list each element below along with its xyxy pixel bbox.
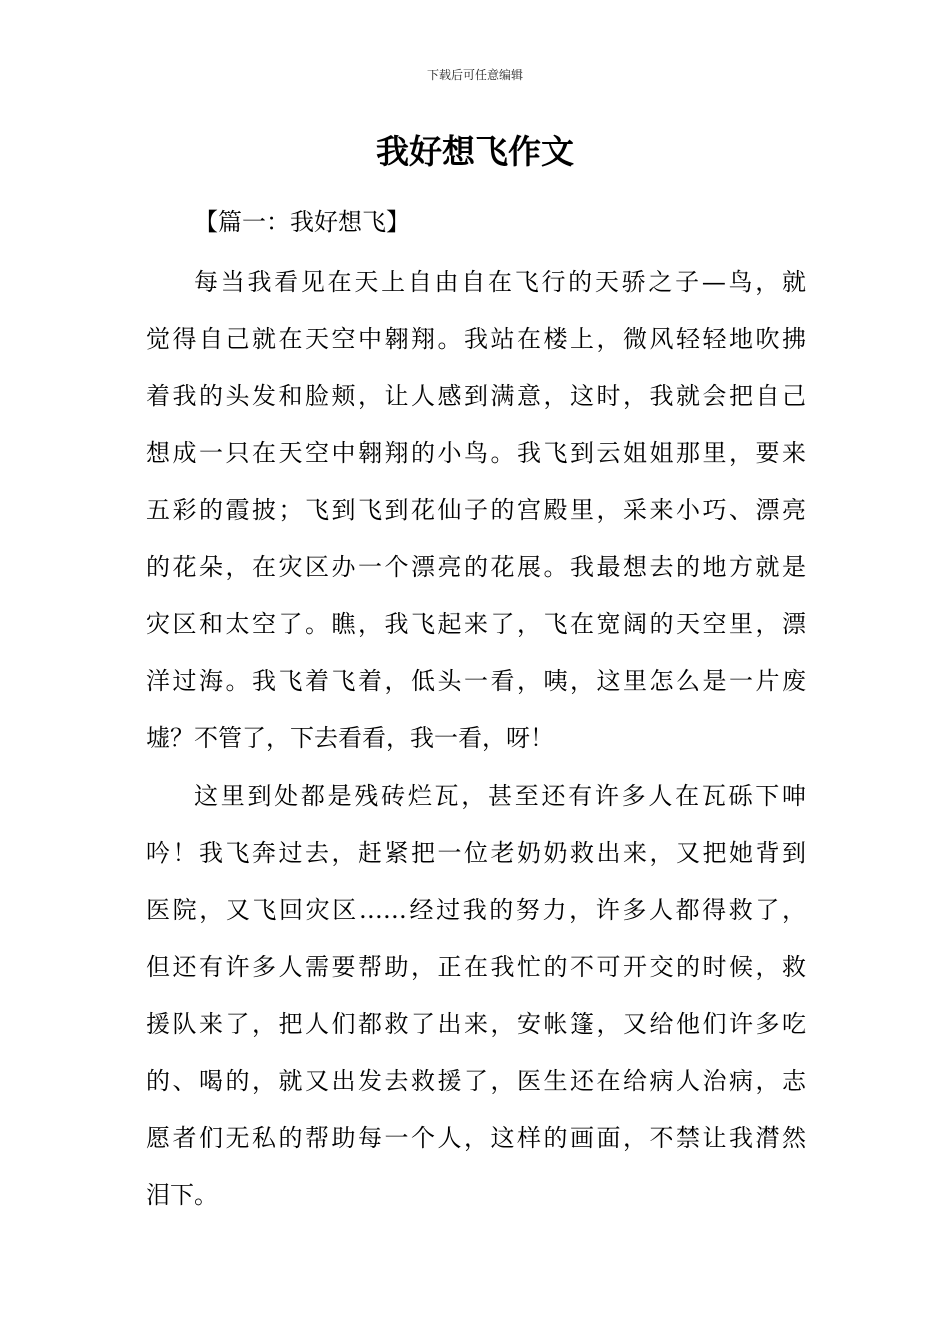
paragraph-line: 灾区和太空了。瞧，我飞起来了，飞在宽阔的天空里，漂 — [146, 610, 806, 638]
section-heading: 【篇一：我好想飞】 — [194, 208, 410, 236]
paragraph-line: 援队来了，把人们都救了出来，安帐篷，又给他们许多吃 — [146, 1010, 806, 1038]
paragraph-line: 着我的头发和脸颊，让人感到满意，这时，我就会把自己 — [146, 382, 806, 410]
paragraph-2 — [146, 768, 806, 1224]
paragraph-1 — [146, 254, 806, 767]
paragraph-line: 吟！我飞奔过去，赶紧把一位老奶奶救出来，又把她背到 — [146, 839, 806, 867]
paragraph-line: 的花朵，在灾区办一个漂亮的花展。我最想去的地方就是 — [146, 553, 806, 581]
paragraph-line: 墟？不管了，下去看看，我一看，呀！ — [146, 724, 554, 752]
paragraph-line: 五彩的霞披；飞到飞到花仙子的宫殿里，采来小巧、漂亮 — [146, 496, 806, 524]
paragraph-line: 想成一只在天空中翱翔的小鸟。我飞到云姐姐那里，要来 — [146, 439, 806, 467]
paragraph-line: 每当我看见在天上自由自在飞行的天骄之子—鸟，就 — [194, 268, 806, 296]
paragraph-line: 洋过海。我飞着飞着，低头一看，咦，这里怎么是一片废 — [146, 667, 806, 695]
paragraph-line: 医院，又飞回灾区……经过我的努力，许多人都得救了， — [146, 896, 806, 924]
paragraph-line: 的、喝的，就又出发去救援了，医生还在给病人治病，志 — [146, 1067, 806, 1095]
paragraph-line: 这里到处都是残砖烂瓦，甚至还有许多人在瓦砾下呻 — [194, 782, 806, 810]
document-title: 我好想飞作文 — [376, 132, 574, 171]
paragraph-line: 但还有许多人需要帮助，正在我忙的不可开交的时候，救 — [146, 953, 806, 981]
paragraph-line: 觉得自己就在天空中翱翔。我站在楼上，微风轻轻地吹拂 — [146, 325, 806, 353]
paragraph-line: 愿者们无私的帮助每一个人，这样的画面，不禁让我潸然 — [146, 1124, 806, 1152]
header-note: 下载后可任意编辑 — [426, 68, 523, 82]
paragraph-line: 泪下。 — [146, 1181, 218, 1209]
